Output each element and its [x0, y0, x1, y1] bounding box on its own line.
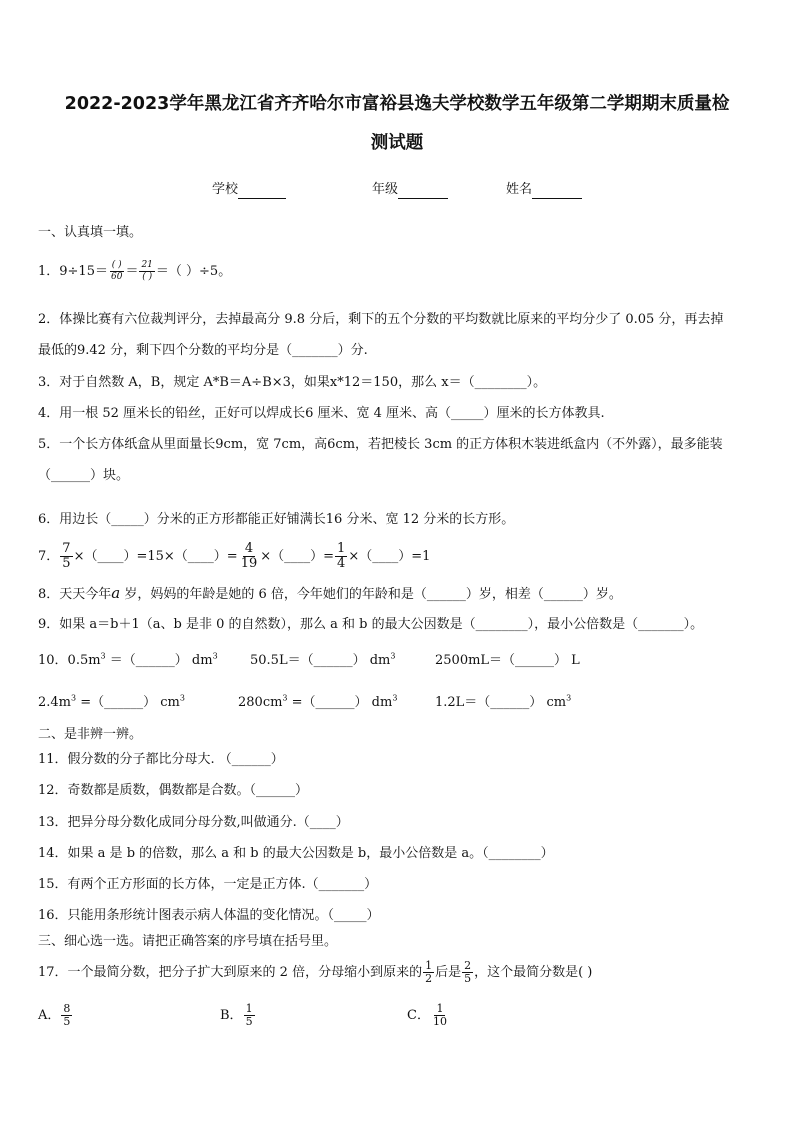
grade-blank: [398, 182, 448, 199]
q7-fraction-2: [239, 542, 260, 571]
option-b-fraction: [244, 1003, 255, 1028]
q1-fraction-1: [109, 260, 124, 283]
name-blank: [532, 182, 582, 199]
option-b-num: 1: [245, 1002, 253, 1015]
school-label: 学校: [212, 182, 239, 197]
question-17: [38, 958, 592, 988]
question-15: 15．有两个正方形面的长方体，一定是正方体.（_______）: [38, 877, 378, 892]
q10b-text: 50.5L＝（______） dm: [250, 653, 391, 668]
q10d-tail: =（______） cm: [76, 695, 180, 710]
q8-variable: a: [111, 584, 121, 602]
q8-text-1: 8．天天今年: [38, 587, 112, 602]
option-a-fraction: [61, 1003, 72, 1028]
option-c-label: C．: [407, 1008, 430, 1023]
option-b-den: 5: [245, 1015, 253, 1028]
question-10c: 2500mL＝（______） L: [435, 653, 580, 668]
option-b[interactable]: [220, 998, 256, 1034]
q1-f2-num: 21: [141, 260, 153, 270]
q10f-exp: 3: [566, 693, 572, 703]
q1-f1-num: ( ): [111, 260, 122, 270]
question-2-line2: 最低的9.42 分，剩下四个分数的平均分是（_______）分.: [38, 343, 368, 358]
grade-field: [372, 182, 448, 199]
q7-f3-den: 4: [337, 556, 346, 571]
q10d-exp: 3: [71, 693, 77, 703]
q1-text: 1．9÷15＝: [38, 264, 108, 279]
q10a-exp: 3: [100, 651, 106, 661]
question-8: [38, 585, 622, 603]
option-c-fraction: [431, 1003, 449, 1028]
option-c-num: 1: [436, 1002, 444, 1015]
question-5-line1: 5．一个长方体纸盒从里面量长9cm，宽 7cm，高6cm，若把棱长 3cm 的正方体积木装进纸盒内（不外露），最多能装: [38, 437, 723, 452]
question-1: [38, 258, 231, 286]
q10d-text: 2.4m: [38, 695, 72, 710]
question-2-line1: 2．体操比赛有六位裁判评分，去掉最高分 9.8 分后，剩下的五个分数的平均数就比原来的平均分少了 0.05 分，再去掉: [38, 312, 724, 327]
q7-text-1: ×（____）=15×（____）=: [73, 549, 238, 564]
q7-label: 7．: [38, 549, 60, 564]
q7-fraction-3: [335, 542, 347, 571]
question-16: 16．只能用条形统计图表示病人体温的变化情况。（_____）: [38, 908, 380, 923]
q17-text-3: ，这个最简分数是( ): [474, 965, 593, 980]
question-12: 12．奇数都是质数，偶数都是合数。（______）: [38, 783, 309, 798]
section-3-heading: 三、细心选一选。请把正确答案的序号填在括号里。: [38, 934, 338, 949]
option-a-num: 8: [63, 1002, 71, 1015]
name-field: [506, 182, 582, 199]
q1-f1-den: 60: [110, 272, 123, 282]
q17-fraction-2: [462, 960, 473, 985]
q7-f1-num: 7: [62, 541, 71, 556]
question-10e: [238, 695, 397, 711]
q10f-text: 1.2L＝（______） cm: [435, 695, 567, 710]
q10b-exp: 3: [390, 651, 396, 661]
q7-text-3: ×（____）=1: [348, 549, 431, 564]
question-10b: [250, 653, 395, 669]
q1-eq: ＝: [125, 264, 139, 279]
question-10a: [38, 653, 218, 669]
question-5-line2: （______）块。: [38, 468, 130, 483]
q7-f1-den: 5: [62, 556, 71, 571]
q1-f2-den: ( ): [142, 272, 153, 282]
q10a-tail: ＝（______） dm: [105, 653, 213, 668]
q1-tail: ＝（ ）÷5。: [155, 264, 232, 279]
q10a-exp2: 3: [212, 651, 218, 661]
q7-f3-num: 1: [337, 541, 346, 556]
q17-f1-num: 1: [425, 959, 433, 972]
q17-f2-den: 5: [464, 972, 472, 985]
q10e-exp: 3: [282, 693, 288, 703]
q10e-tail: =（______） dm: [287, 695, 393, 710]
question-6: 6．用边长（_____）分米的正方形都能正好铺满长16 分米、宽 12 分米的长方形。: [38, 512, 515, 527]
q17-text-2: 后是: [435, 965, 462, 980]
q7-fraction-1: [60, 542, 72, 571]
q17-f1-den: 2: [425, 972, 433, 985]
name-label: 姓名: [506, 182, 533, 197]
q17-text-1: 17．一个最简分数，把分子扩大到原来的 2 倍，分母缩小到原来的: [38, 965, 423, 980]
question-4: 4．用一根 52 厘米长的铅丝，正好可以焊成长6 厘米、宽 4 厘米、高（_____）厘米的长方体教具.: [38, 406, 605, 421]
page-title-line2: 测试题: [370, 133, 424, 153]
option-c-den: 10: [432, 1015, 447, 1028]
option-b-label: B．: [220, 1008, 243, 1023]
q1-fraction-2: [139, 260, 154, 283]
question-10d: [38, 695, 185, 711]
q7-f2-den: 19: [240, 556, 258, 571]
question-14: 14．如果 a 是 b 的倍数，那么 a 和 b 的最大公因数是 b，最小公倍数是 a。（________）: [38, 846, 554, 861]
q10a-text: 10．0.5m: [38, 653, 101, 668]
option-a-label: A．: [38, 1008, 61, 1023]
q17-f2-num: 2: [464, 959, 472, 972]
q10d-exp2: 3: [179, 693, 185, 703]
school-field: [212, 182, 286, 199]
question-10f: [435, 695, 571, 711]
option-c[interactable]: [407, 998, 450, 1034]
q7-text-2: ×（____）=: [260, 549, 335, 564]
question-11: 11．假分数的分子都比分母大. （______）: [38, 752, 284, 767]
page-title-line1: 2022-2023学年黑龙江省齐齐哈尔市富裕县逸夫学校数学五年级第二学期期末质量检: [64, 94, 730, 114]
question-3: 3．对于自然数 A，B，规定 A*B＝A÷B×3，如果x*12＝150，那么 x＝（________）。: [38, 375, 547, 390]
q10e-exp2: 3: [392, 693, 398, 703]
question-13: 13．把异分母分数化成同分母分数,叫做通分.（____）: [38, 815, 349, 830]
q10e-text: 280cm: [238, 695, 283, 710]
section-2-heading: 二、是非辨一辨。: [38, 727, 143, 742]
question-7: [38, 542, 430, 572]
question-9: 9．如果 a＝b＋1（a、b 是非 0 的自然数），那么 a 和 b 的最大公因数是（________），最小公倍数是（_______）。: [38, 617, 704, 632]
q7-f2-num: 4: [244, 541, 254, 556]
q17-fraction-1: [423, 960, 434, 985]
option-a-den: 5: [63, 1015, 71, 1028]
q8-text-2: 岁，妈妈的年龄是她的 6 倍，今年她们的年龄和是（______）岁，相差（______）岁。: [120, 587, 622, 602]
section-1-heading: 一、认真填一填。: [38, 225, 143, 240]
school-blank: [238, 182, 286, 199]
option-a[interactable]: [38, 998, 73, 1034]
grade-label: 年级: [372, 182, 399, 197]
